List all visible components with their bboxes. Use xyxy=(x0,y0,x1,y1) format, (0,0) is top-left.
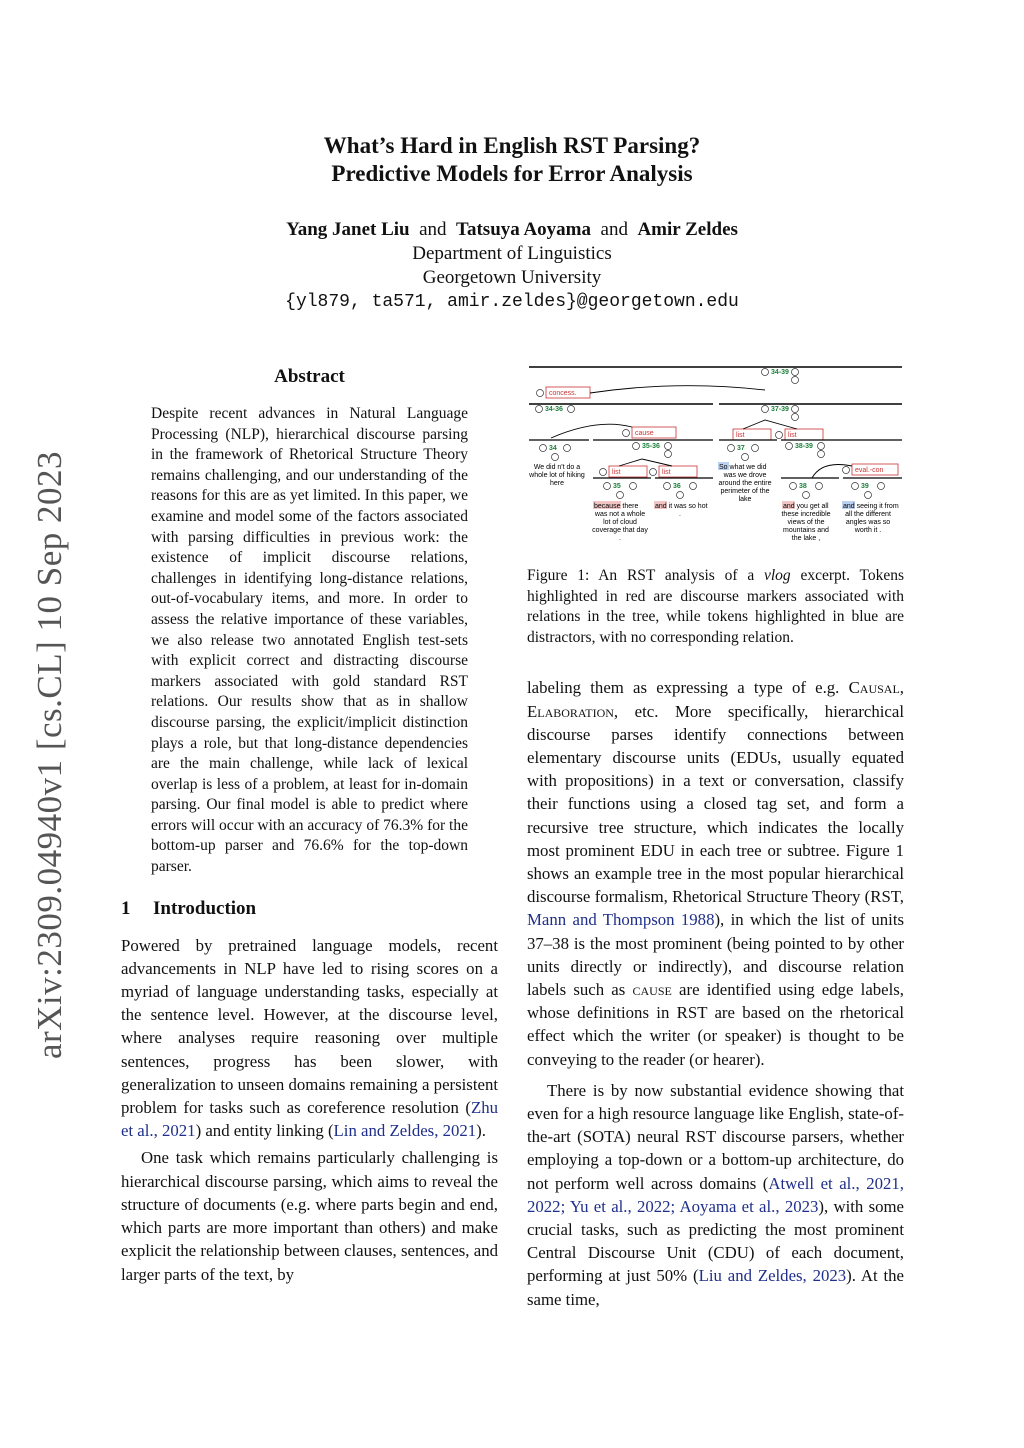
text-run: seeing it from xyxy=(854,503,899,510)
relation-term: Elaboration xyxy=(527,701,614,721)
section-title: Introduction xyxy=(153,897,257,919)
text-run: ) and entity linking ( xyxy=(195,1121,334,1141)
paper-title xyxy=(180,132,844,188)
abstract-heading: Abstract xyxy=(274,366,345,387)
edu-37-line: lake xyxy=(738,496,752,503)
edu-34-line: We did n't do a xyxy=(533,464,581,471)
edu-38-line: mountains and xyxy=(783,527,829,534)
edu-39-line: worth it . xyxy=(854,527,882,534)
author-3: Amir Zeldes xyxy=(637,219,738,240)
citation-link[interactable]: Mann and Thompson 1988 xyxy=(527,910,715,930)
relation-eval-con: eval.-con xyxy=(855,467,884,474)
edu-37-line xyxy=(719,464,767,471)
edu-36-line xyxy=(655,503,708,510)
node-38-39: 38-39 xyxy=(795,443,813,450)
discourse-marker: and xyxy=(655,503,667,510)
node-37-39: 37-39 xyxy=(771,406,789,413)
author-block xyxy=(180,218,844,314)
relation-term: cause xyxy=(632,980,672,1000)
author-names xyxy=(180,218,844,242)
edu-35-line xyxy=(594,503,638,510)
title-line-2: Predictive Models for Error Analysis xyxy=(331,161,693,186)
university: Georgetown University xyxy=(422,267,602,288)
text-run: there xyxy=(620,503,639,510)
node-39: 39 xyxy=(861,483,869,490)
edu-38-line: these incredible xyxy=(781,511,831,518)
text-run: , xyxy=(899,678,904,698)
figure-caption xyxy=(527,566,904,648)
emails: {yl879, ta571, amir.zeldes}@georgetown.edu xyxy=(285,292,739,312)
text-run: There is by now substantial evidence showing that even for a high resource language like English, state-of-the-art (SOTA) neural RST discourse parsers, whether employing a top-down or a bottom-up architecture, do not perform well across domains ( xyxy=(527,1080,904,1193)
node-34: 34 xyxy=(549,445,557,452)
text-run: ). xyxy=(476,1121,486,1141)
text-run: Figure 1: An RST analysis of a xyxy=(527,567,764,584)
text-run: what we did xyxy=(727,464,767,471)
relation-concession: concess. xyxy=(549,390,577,397)
department: Department of Linguistics xyxy=(412,243,612,264)
edu-38-line xyxy=(783,503,829,510)
node-35: 35 xyxy=(613,483,621,490)
text-run: labeling them as expressing a type of e.g. xyxy=(527,678,849,698)
edu-37-line: around the entire xyxy=(718,480,772,487)
citation-link[interactable]: Liu and Zeldes, 2023 xyxy=(698,1266,847,1286)
edu-38-line: the lake , xyxy=(791,535,821,542)
arxiv-id: arXiv:2309.04940v1 [cs.CL] 10 Sep 2023 xyxy=(30,450,69,1060)
author-sep-2: and xyxy=(600,219,628,240)
abstract-text: Despite recent advances in Natural Language Processing (NLP), hierarchical discourse parsing in the framework of Rhetorical Structure Theory remains challenging, and our understanding of the reasons for this are as yet limited. In this paper, we examine and model some of the factors associated with parsing difficulties in previous work: the existence of implicit discourse relations, challenges in identifying long-distance relations, out-of-vocabulary items, and more. In order to assess the relative importance of these variables, we also release two annotated English test-sets with explicit correct and distracting discourse markers associated with gold standard RST relations. Our results show that as in shallow discourse parsing, the explicit/implicit distinction plays a role, but that long-distance dependencies are the main challenge, while lack of lexical overlap is less of a problem, at least for in-domain parsing. Our final model is able to predict where errors will occur with an accuracy of 76.3% for the bottom-up parser and 76.6% for the top-down parser. xyxy=(151,405,468,876)
edu-35-line: was not a whole xyxy=(594,511,646,518)
left-column xyxy=(121,362,498,1286)
text-run: ), in which the list of units 37–38 is the most prominent (being pointed to by other units directly or indirectly), and discourse relation labels such as xyxy=(527,910,905,1000)
edu-34-line: here xyxy=(549,480,565,487)
node-34-39: 34-39 xyxy=(771,369,789,376)
citation-link[interactable]: Lin and Zeldes, 2021 xyxy=(333,1121,477,1141)
distractor-marker: and xyxy=(843,503,855,510)
section-number: 1 xyxy=(121,897,131,919)
citation-link[interactable]: Atwell et al., 2021, 2022; Yu et al., 2022; Aoyama et al., 2023 xyxy=(527,1173,904,1216)
text-run: you get all xyxy=(794,503,829,510)
title-line-1: What’s Hard in English RST Parsing? xyxy=(323,133,701,158)
node-37: 37 xyxy=(737,445,745,452)
text-run: , etc. More specifically, hierarchical discourse parses identify connections between elementary discourse units (EDUs, usually equated with propositions) in a text or conversation, classify their functions using a closed tag set, and form a recursive tree structure, which indicates the locally most prominent EDU in each tree or subtree. Figure 1 shows an example tree in the most popular hierarchical discourse formalism, Rhetorical Structure Theory (RST, xyxy=(527,701,904,907)
discourse-marker: because xyxy=(594,503,621,510)
right-paragraph-2 xyxy=(527,1079,904,1311)
relation-list-4: list xyxy=(662,469,671,476)
author-1: Yang Janet Liu xyxy=(286,219,410,240)
edu-34-line: whole lot of hiking xyxy=(529,472,585,479)
figure-1 xyxy=(527,360,904,550)
text-run: ). At the same time, xyxy=(527,1266,905,1309)
text-run: are identified using edge labels, whose definitions in RST are based on the rhetorical effect which the writer (or speaker) is thought to be conveying to the reader (or hearer). xyxy=(527,980,904,1069)
arxiv-sidebar xyxy=(30,450,70,1060)
relation-list-3: list xyxy=(612,469,621,476)
relation-list-1: list xyxy=(736,432,745,439)
text-run: vlog xyxy=(763,567,791,584)
relation-term: Causal xyxy=(848,678,900,698)
intro-paragraph-1 xyxy=(121,934,498,1143)
text-run: Powered by pretrained language models, recent advancements in NLP have led to rising scores on a myriad of language understanding tasks, especially at the sentence level. However, at the discourse level, where analyses require reasoning over multiple sentences, progress has been slower, with generalization to unseen domains remaining a persistent problem for tasks such as coreference resolution ( xyxy=(121,935,498,1118)
section-heading-introduction xyxy=(121,898,498,920)
node-34-36: 34-36 xyxy=(545,406,563,413)
edu-35-line: . xyxy=(619,535,621,542)
edu-37-line: perimeter of the xyxy=(720,488,770,495)
edu-36-line: . xyxy=(679,511,681,518)
edu-39-line xyxy=(843,503,899,510)
node-35-36: 35-36 xyxy=(642,443,660,450)
edu-38-line: views of the xyxy=(787,519,825,526)
rst-tree-diagram xyxy=(527,360,904,550)
edu-37-line: was we drove xyxy=(723,472,767,479)
edu-39-line: angles was so xyxy=(845,519,891,526)
discourse-marker: and xyxy=(783,503,795,510)
relation-list-2: list xyxy=(788,432,797,439)
author-2: Tatsuya Aoyama xyxy=(456,219,592,240)
edu-35-line: lot of cloud xyxy=(603,519,637,526)
distractor-marker: So xyxy=(719,464,728,471)
right-paragraph-1 xyxy=(527,676,904,1070)
text-run: excerpt. Tokens highlighted in red are discourse markers associated with relations in the tree, while tokens highlighted in blue are distractors, with no corresponding relation. xyxy=(527,567,904,646)
text-run: it was so hot xyxy=(666,503,708,510)
right-column xyxy=(527,360,904,1311)
node-36: 36 xyxy=(673,483,681,490)
author-sep-1: and xyxy=(419,219,447,240)
edu-35-line: coverage that day xyxy=(592,527,648,534)
relation-cause: cause xyxy=(635,430,654,437)
node-38: 38 xyxy=(799,483,807,490)
intro-paragraph-2: One task which remains particularly challenging is hierarchical discourse parsing, which aims to reveal the structure of documents (e.g. where parts begin and end, which parts are more important than others) and make explicit the relationship between clauses, sentences, and larger parts of the text, by xyxy=(121,1148,498,1284)
citation-link[interactable]: Zhu et al., 2021 xyxy=(121,1098,498,1141)
edu-39-line: all the different xyxy=(845,511,891,518)
text-run: ), with some crucial tasks, such as predicting the most prominent Central Discourse Unit (CDU) of each document, performing at just 50% ( xyxy=(527,1196,904,1286)
